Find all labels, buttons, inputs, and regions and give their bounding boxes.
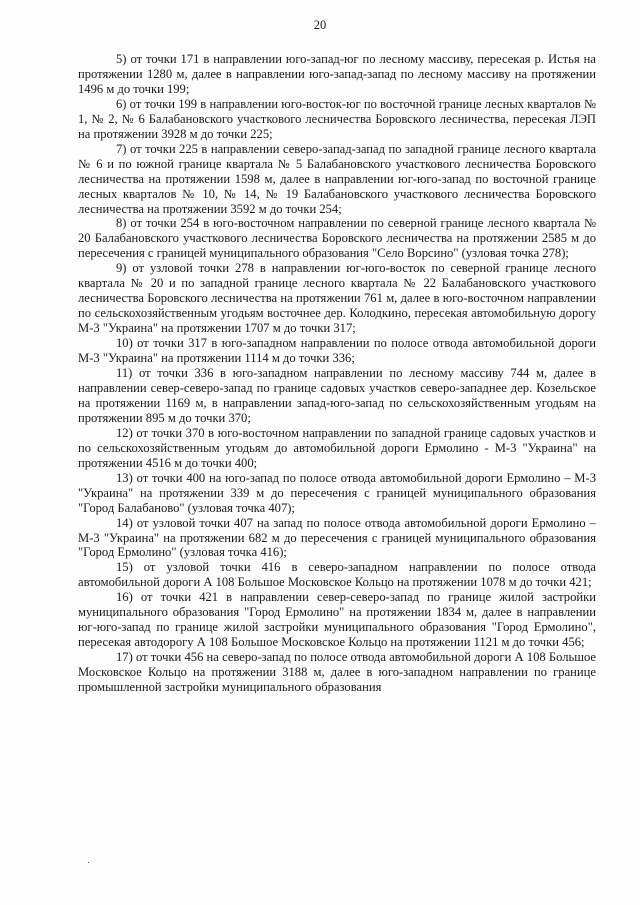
paragraph-item-14: 14) от узловой точки 407 на запад по полосе отвода автомобильной дороги Ермолино – М-3 "Украина" на протяжении 682 м до пересечения с границей муниципального образования "Город Ермолино" (узловая точка 416); xyxy=(78,515,596,560)
paragraph-item-7: 7) от точки 225 в направлении северо-запад-запад по западной границе лесного квартала № 6 и по южной границе квартала № 5 Балабановского участкового лесничества Боровского лесничества на протяжении 1598 м, далее в направлении юг-юго-запад по восточной границе лесных кварталов № 10, № 14, № 19 Балабановского участкового лесничества Боровского лесничества на протяжении 3592 м до точки 254; xyxy=(78,141,596,216)
paragraph-item-13: 13) от точки 400 на юго-запад по полосе отвода автомобильной дороги Ермолино – М-3 "Украина" на протяжении 339 м до пересечения с границей муниципального образования "Город Балабаново" (узловая точка 407); xyxy=(78,470,596,515)
paragraph-item-5: 5) от точки 171 в направлении юго-запад-юг по лесному массиву, пересекая р. Истья на протяжении 1280 м, далее в направлении юго-запад-запад по лесному массиву на протяжении 1496 м до точки 199; xyxy=(78,52,596,96)
paragraph-item-16: 16) от точки 421 в направлении север-северо-запад по границе жилой застройки муниципального образования "Город Ермолино" на протяжении 1834 м, далее в направлении юг-юго-запад по границе жилой застройки муниципального образования "Город Ермолино", пересекая автодорогу А 108 Большое Московское Кольцо на протяжении 1121 м до точки 456; xyxy=(78,590,596,650)
paragraph-item-10: 10) от точки 317 в юго-западном направлении по полосе отвода автомобильной дороги М-3 "Украина" на протяжении 1114 м до точки 336; xyxy=(78,336,596,366)
page-number: 20 xyxy=(313,18,327,32)
paragraph-item-8: 8) от точки 254 в юго-восточном направлении по северной границе лесного квартала № 20 Балабановского участкового лесничества Боровского лесничества на протяжении 2585 м до пересечения с границей муниципального образования "Село Ворсино" (узловая точка 278); xyxy=(78,216,596,261)
paragraph-item-12: 12) от точки 370 в юго-восточном направлении по западной границе садовых участков и по сельскохозяйственным угодьям до автомобильной дороги Ермолино - М-3 "Украина" на протяжении 4516 м до точки 400; xyxy=(78,425,596,470)
paragraph-item-6: 6) от точки 199 в направлении юго-восток-юг по восточной границе лесных кварталов № 1, № 2, № 6 Балабановского участкового лесничества Боровского лесничества, пересекая ЛЭП на протяжении 3928 м до точки 225; xyxy=(78,96,596,141)
scan-speck xyxy=(88,862,89,863)
paragraph-item-17: 17) от точки 456 на северо-запад по полосе отвода автомобильной дороги А 108 Большое Московское Кольцо на протяжении 3188 м, далее в юго-западном направлении по границе промышленной застройки муниципального образования xyxy=(78,650,596,695)
document-body xyxy=(78,52,596,695)
paragraph-item-15: 15) от узловой точки 416 в северо-западном направлении по полосе отвода автомобильной дороги А 108 Большое Московское Кольцо на протяжении 1078 м до точки 421; xyxy=(78,560,596,590)
paragraph-item-9: 9) от узловой точки 278 в направлении юг-юго-восток по северной границе лесного квартала № 20 и по западной границе лесного квартала № 22 Балабановского участкового лесничества Боровского лесничества на протяжении 761 м, далее в юго-восточном направлении по сельскохозяйственным угодьям восточнее дер. Колодкино, пересекая автомобильную дорогу М-3 "Украина" на протяжении 1707 м до точки 317; xyxy=(78,261,596,336)
paragraph-item-11: 11) от точки 336 в юго-западном направлении по лесному массиву 744 м, далее в направлении север-северо-запад по границе садовых участков северо-западнее дер. Козельское на протяжении 1169 м, в направлении запад-юго-запад по сельскохозяйственным угодьям на протяжении 895 м до точки 370; xyxy=(78,366,596,425)
